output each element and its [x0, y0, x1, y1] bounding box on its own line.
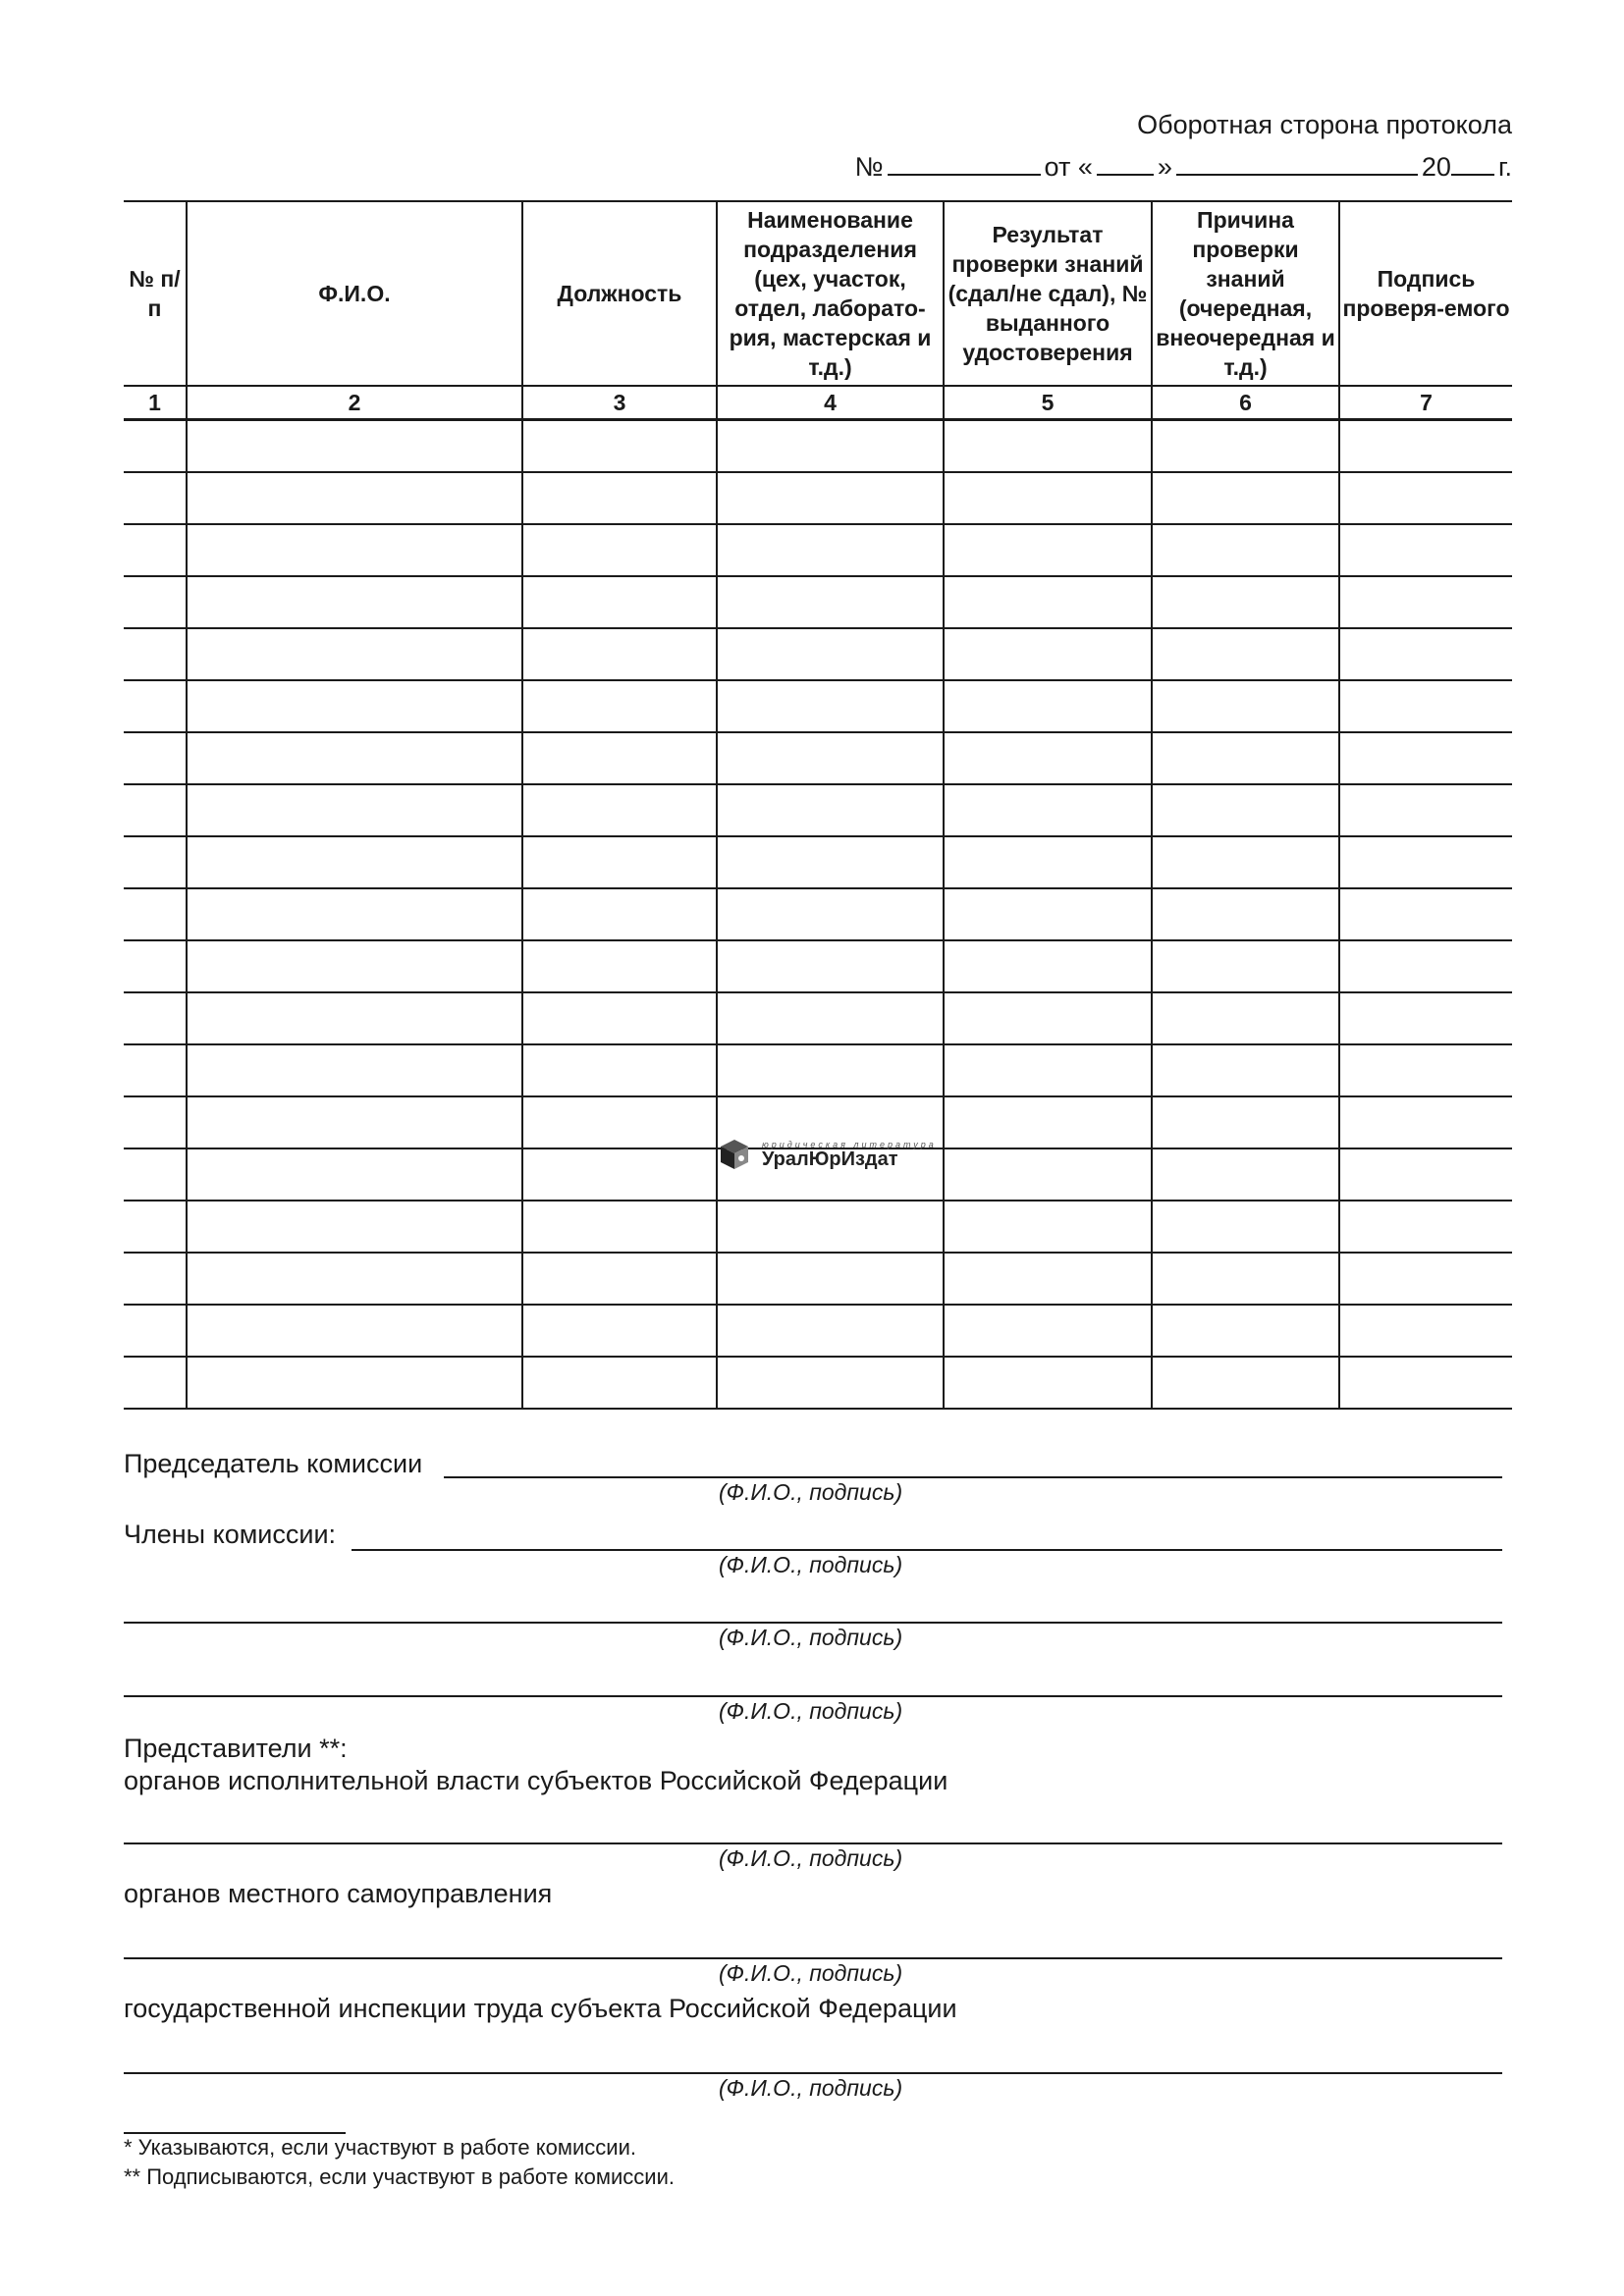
cell-position[interactable]: [522, 888, 717, 940]
cell-position[interactable]: [522, 732, 717, 784]
cell-result[interactable]: [944, 628, 1152, 680]
cell-position[interactable]: [522, 524, 717, 576]
col-header-position: Должность: [522, 201, 717, 386]
cell-department[interactable]: [717, 628, 944, 680]
cell-result[interactable]: [944, 732, 1152, 784]
cell-department[interactable]: [717, 420, 944, 473]
col-number-4: 4: [717, 386, 944, 420]
cell-signature[interactable]: [1339, 1096, 1512, 1148]
col-number-7: 7: [1339, 386, 1512, 420]
cell-number[interactable]: [124, 680, 187, 732]
cell-fio[interactable]: [187, 1148, 522, 1201]
cell-result[interactable]: [944, 992, 1152, 1044]
cell-department[interactable]: [717, 992, 944, 1044]
cell-fio[interactable]: [187, 472, 522, 524]
cell-position[interactable]: [522, 1305, 717, 1357]
day-blank[interactable]: [1097, 152, 1154, 176]
member-2-signature-line[interactable]: [124, 1622, 1502, 1624]
col-header-signature: Подпись проверя-емого: [1339, 201, 1512, 386]
cell-fio[interactable]: [187, 992, 522, 1044]
year-blank[interactable]: [1451, 152, 1494, 176]
cell-number[interactable]: [124, 992, 187, 1044]
cell-position[interactable]: [522, 1096, 717, 1148]
publisher-watermark: [717, 1137, 937, 1172]
cell-fio[interactable]: [187, 1201, 522, 1253]
cell-fio[interactable]: [187, 1305, 522, 1357]
cell-number[interactable]: [124, 1044, 187, 1096]
table-header-row: [124, 201, 1512, 386]
labor-inspection-signature-line[interactable]: [124, 2072, 1502, 2074]
publisher-logo-icon: [717, 1137, 752, 1172]
cell-number[interactable]: [124, 576, 187, 628]
cell-reason[interactable]: [1152, 836, 1339, 888]
cell-number[interactable]: [124, 420, 187, 473]
table-row: [124, 420, 1512, 473]
watermark-name: УралЮрИздат: [762, 1148, 898, 1170]
table-row: [124, 888, 1512, 940]
header-title: Оборотная сторона протокола: [1137, 110, 1512, 139]
table-row: [124, 680, 1512, 732]
col-header-fio: Ф.И.О.: [187, 201, 522, 386]
protocol-number-line: [855, 152, 1512, 183]
cell-position[interactable]: [522, 576, 717, 628]
table-row: [124, 472, 1512, 524]
member-3-caption: (Ф.И.О., подпись): [719, 1698, 903, 1724]
cell-fio[interactable]: [187, 1357, 522, 1409]
cell-reason[interactable]: [1152, 472, 1339, 524]
member-3-signature-line[interactable]: [124, 1695, 1502, 1697]
cell-result[interactable]: [944, 1201, 1152, 1253]
member-2-caption: (Ф.И.О., подпись): [719, 1625, 903, 1650]
cell-position[interactable]: [522, 784, 717, 836]
number-blank[interactable]: [888, 152, 1041, 176]
year-suffix: г.: [1497, 152, 1512, 182]
cell-fio[interactable]: [187, 524, 522, 576]
cell-number[interactable]: [124, 1096, 187, 1148]
cell-signature[interactable]: [1339, 576, 1512, 628]
cell-result[interactable]: [944, 1044, 1152, 1096]
cell-signature[interactable]: [1339, 1357, 1512, 1409]
col-header-department: Наименование подразделения (цех, участок, отдел, лаборато-рия, мастерская и т.д.): [717, 201, 944, 386]
table-row: [124, 784, 1512, 836]
cell-number[interactable]: [124, 784, 187, 836]
cell-number[interactable]: [124, 628, 187, 680]
cell-position[interactable]: [522, 836, 717, 888]
local-gov-signature-line[interactable]: [124, 1957, 1502, 1959]
cell-fio[interactable]: [187, 628, 522, 680]
table-row: [124, 628, 1512, 680]
from-label: от «: [1044, 152, 1093, 182]
col-number-2: 2: [187, 386, 522, 420]
col-number-6: 6: [1152, 386, 1339, 420]
cell-position[interactable]: [522, 940, 717, 992]
cell-result[interactable]: [944, 576, 1152, 628]
col-header-reason: Причина проверки знаний (очередная, внеочередная и т.д.): [1152, 201, 1339, 386]
cell-number[interactable]: [124, 1148, 187, 1201]
cell-signature[interactable]: [1339, 784, 1512, 836]
cell-reason[interactable]: [1152, 680, 1339, 732]
quote-close: »: [1157, 152, 1172, 182]
cell-department[interactable]: [717, 1253, 944, 1305]
cell-department[interactable]: [717, 1201, 944, 1253]
cell-result[interactable]: [944, 680, 1152, 732]
cell-reason[interactable]: [1152, 940, 1339, 992]
cell-reason[interactable]: [1152, 1148, 1339, 1201]
knowledge-check-table: [124, 200, 1512, 1410]
cell-fio[interactable]: [187, 576, 522, 628]
cell-position[interactable]: [522, 1201, 717, 1253]
exec-authority-signature-line[interactable]: [124, 1842, 1502, 1844]
chairman-label: Председатель комиссии: [124, 1449, 423, 1478]
cell-position[interactable]: [522, 1253, 717, 1305]
column-numbers-row: [124, 386, 1512, 420]
number-sign: №: [854, 152, 884, 182]
cell-reason[interactable]: [1152, 420, 1339, 473]
representatives-label: Представители **:: [124, 1734, 348, 1763]
cell-signature[interactable]: [1339, 992, 1512, 1044]
footnote-divider: [124, 2132, 346, 2134]
cell-number[interactable]: [124, 732, 187, 784]
cell-signature[interactable]: [1339, 680, 1512, 732]
cell-reason[interactable]: [1152, 1357, 1339, 1409]
cell-number[interactable]: [124, 888, 187, 940]
cell-reason[interactable]: [1152, 576, 1339, 628]
table-row: [124, 732, 1512, 784]
cell-department[interactable]: [717, 732, 944, 784]
cell-fio[interactable]: [187, 784, 522, 836]
cell-position[interactable]: [522, 680, 717, 732]
table-row: [124, 940, 1512, 992]
cell-position[interactable]: [522, 472, 717, 524]
footnote-2: ** Подписываются, если участвуют в работе комиссии.: [124, 2164, 675, 2189]
cell-signature[interactable]: [1339, 472, 1512, 524]
cell-department[interactable]: [717, 836, 944, 888]
cell-fio[interactable]: [187, 836, 522, 888]
cell-result[interactable]: [944, 1148, 1152, 1201]
cell-number[interactable]: [124, 1253, 187, 1305]
cell-number[interactable]: [124, 940, 187, 992]
col-number-1: 1: [124, 386, 187, 420]
cell-department[interactable]: [717, 784, 944, 836]
local-gov-caption: (Ф.И.О., подпись): [719, 1960, 903, 1986]
table-row: [124, 1305, 1512, 1357]
table-row: [124, 992, 1512, 1044]
cell-result[interactable]: [944, 784, 1152, 836]
table-body: [124, 420, 1512, 1410]
cell-position[interactable]: [522, 1148, 717, 1201]
cell-reason[interactable]: [1152, 1253, 1339, 1305]
cell-result[interactable]: [944, 524, 1152, 576]
cell-department[interactable]: [717, 680, 944, 732]
year-prefix: 20: [1421, 152, 1451, 182]
cell-reason[interactable]: [1152, 524, 1339, 576]
cell-number[interactable]: [124, 1201, 187, 1253]
cell-reason[interactable]: [1152, 732, 1339, 784]
cell-result[interactable]: [944, 888, 1152, 940]
col-number-5: 5: [944, 386, 1152, 420]
col-number-3: 3: [522, 386, 717, 420]
month-blank[interactable]: [1176, 152, 1418, 176]
cell-position[interactable]: [522, 1044, 717, 1096]
chairman-signature-line[interactable]: [444, 1476, 1502, 1478]
cell-reason[interactable]: [1152, 888, 1339, 940]
cell-department[interactable]: [717, 888, 944, 940]
table-row: [124, 576, 1512, 628]
cell-result[interactable]: [944, 420, 1152, 473]
cell-signature[interactable]: [1339, 732, 1512, 784]
cell-result[interactable]: [944, 1253, 1152, 1305]
local-gov-label: органов местного самоуправления: [124, 1879, 553, 1908]
table-row: [124, 1253, 1512, 1305]
cell-fio[interactable]: [187, 732, 522, 784]
cell-reason[interactable]: [1152, 784, 1339, 836]
cell-department[interactable]: [717, 940, 944, 992]
cell-department[interactable]: [717, 1305, 944, 1357]
table-row: [124, 836, 1512, 888]
labor-inspection-caption: (Ф.И.О., подпись): [719, 2075, 903, 2101]
members-label: Члены комиссии:: [124, 1520, 337, 1549]
cell-signature[interactable]: [1339, 524, 1512, 576]
cell-department[interactable]: [717, 524, 944, 576]
col-header-result: Результат проверки знаний (сдал/не сдал), № выданного удостоверения: [944, 201, 1152, 386]
table-row: [124, 524, 1512, 576]
cell-signature[interactable]: [1339, 836, 1512, 888]
cell-fio[interactable]: [187, 1096, 522, 1148]
cell-department[interactable]: [717, 472, 944, 524]
cell-signature[interactable]: [1339, 420, 1512, 473]
chairman-caption: (Ф.И.О., подпись): [719, 1479, 903, 1505]
cell-result[interactable]: [944, 836, 1152, 888]
cell-reason[interactable]: [1152, 1201, 1339, 1253]
cell-reason[interactable]: [1152, 628, 1339, 680]
cell-reason[interactable]: [1152, 992, 1339, 1044]
exec-authority-label: органов исполнительной власти субъектов Российской Федерации: [124, 1766, 948, 1795]
cell-fio[interactable]: [187, 1253, 522, 1305]
cell-number[interactable]: [124, 1305, 187, 1357]
cell-signature[interactable]: [1339, 1253, 1512, 1305]
cell-result[interactable]: [944, 1305, 1152, 1357]
member-1-signature-line[interactable]: [352, 1549, 1502, 1551]
cell-signature[interactable]: [1339, 1305, 1512, 1357]
cell-signature[interactable]: [1339, 1148, 1512, 1201]
cell-number[interactable]: [124, 1357, 187, 1409]
cell-position[interactable]: [522, 992, 717, 1044]
cell-reason[interactable]: [1152, 1305, 1339, 1357]
cell-number[interactable]: [124, 472, 187, 524]
cell-fio[interactable]: [187, 940, 522, 992]
cell-reason[interactable]: [1152, 1044, 1339, 1096]
cell-number[interactable]: [124, 836, 187, 888]
cell-result[interactable]: [944, 1096, 1152, 1148]
table-row: [124, 1357, 1512, 1409]
cell-signature[interactable]: [1339, 1201, 1512, 1253]
col-header-number: № п/п: [124, 201, 187, 386]
cell-department[interactable]: [717, 576, 944, 628]
cell-position[interactable]: [522, 420, 717, 473]
cell-fio[interactable]: [187, 420, 522, 473]
cell-fio[interactable]: [187, 888, 522, 940]
cell-result[interactable]: [944, 1357, 1152, 1409]
cell-number[interactable]: [124, 524, 187, 576]
cell-position[interactable]: [522, 1357, 717, 1409]
table-row: [124, 1201, 1512, 1253]
watermark-tagline: юридическая литература: [762, 1139, 937, 1149]
cell-department[interactable]: [717, 1044, 944, 1096]
member-1-caption: (Ф.И.О., подпись): [719, 1552, 903, 1577]
cell-department[interactable]: [717, 1357, 944, 1409]
table-row: [124, 1044, 1512, 1096]
cell-signature[interactable]: [1339, 1044, 1512, 1096]
cell-fio[interactable]: [187, 1044, 522, 1096]
footnote-1: * Указываются, если участвуют в работе комиссии.: [124, 2135, 636, 2160]
cell-position[interactable]: [522, 628, 717, 680]
cell-fio[interactable]: [187, 680, 522, 732]
cell-signature[interactable]: [1339, 888, 1512, 940]
labor-inspection-label: государственной инспекции труда субъекта Российской Федерации: [124, 1994, 957, 2023]
cell-reason[interactable]: [1152, 1096, 1339, 1148]
cell-signature[interactable]: [1339, 628, 1512, 680]
cell-signature[interactable]: [1339, 940, 1512, 992]
cell-result[interactable]: [944, 940, 1152, 992]
exec-authority-caption: (Ф.И.О., подпись): [719, 1845, 903, 1871]
cell-result[interactable]: [944, 472, 1152, 524]
